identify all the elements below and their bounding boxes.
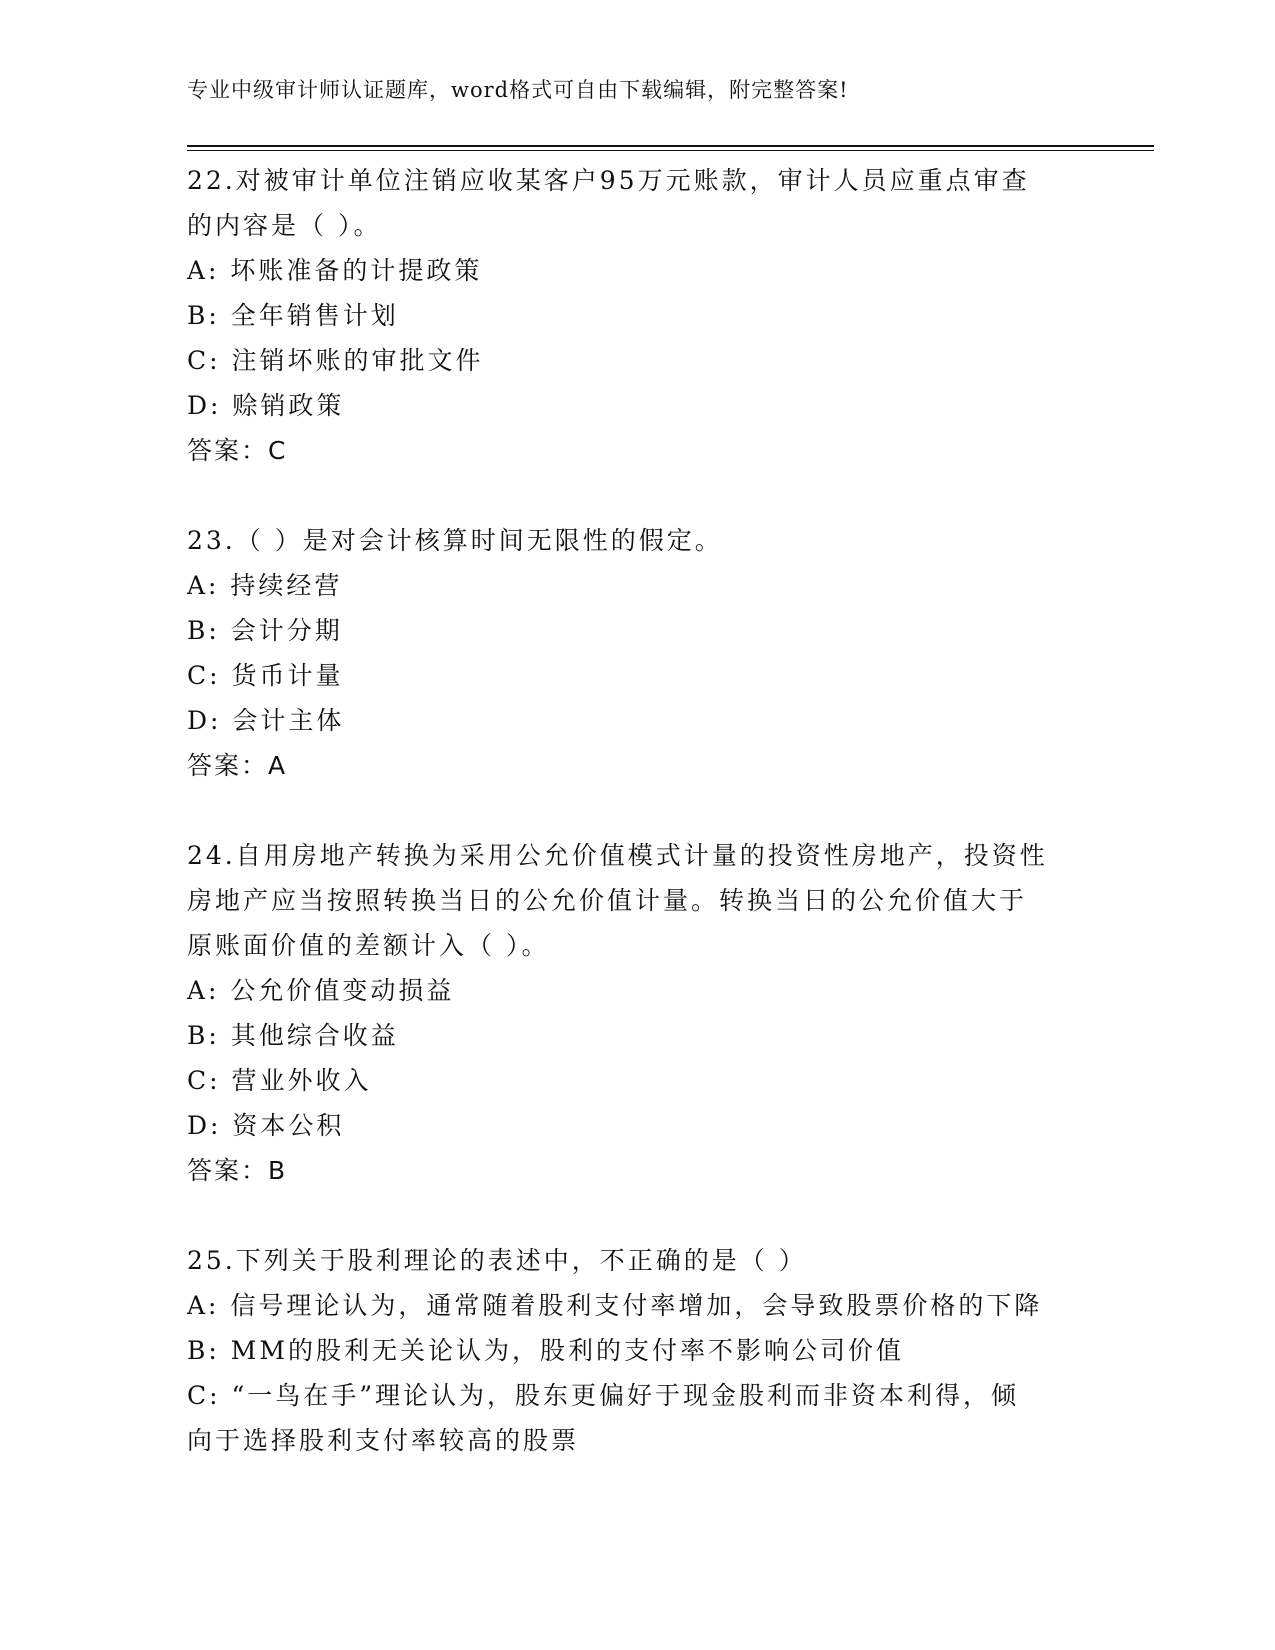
option-b: B: MM的股利无关论认为，股利的支付率不影响公司价值	[187, 1336, 904, 1365]
question-list	[187, 158, 1087, 1463]
question-stem-line: 23.（ ）是对会计核算时间无限性的假定。	[187, 526, 723, 555]
option-a: A: 信号理论认为，通常随着股利支付率增加，会导致股票价格的下降	[187, 1291, 1043, 1320]
option-b: B: 全年销售计划	[187, 301, 399, 330]
option-c: C: “一鸟在手”理论认为，股东更偏好于现金股利而非资本利得，倾	[187, 1381, 1020, 1410]
question-stem-line: 原账面价值的差额计入（ ）。	[187, 931, 550, 960]
option-a: A: 持续经营	[187, 571, 343, 600]
header-rule-thin	[187, 150, 1154, 151]
question-stem-line: 的内容是（ ）。	[187, 211, 382, 240]
answer-line: 答案：A	[187, 751, 288, 780]
header-rule-thick	[187, 145, 1154, 147]
option-b: B: 其他综合收益	[187, 1021, 399, 1050]
question-22	[187, 158, 1087, 473]
question-25	[187, 1238, 1087, 1463]
question-stem-line: 房地产应当按照转换当日的公允价值计量。转换当日的公允价值大于	[187, 886, 1028, 915]
option-c: C: 营业外收入	[187, 1066, 372, 1095]
option-d: D: 赊销政策	[187, 391, 345, 420]
option-d: D: 资本公积	[187, 1111, 345, 1140]
option-a: A: 公允价值变动损益	[187, 976, 455, 1005]
answer-line: 答案：C	[187, 436, 288, 465]
option-c: C: 注销坏账的审批文件	[187, 346, 484, 375]
option-a: A: 坏账准备的计提政策	[187, 256, 483, 285]
option-b: B: 会计分期	[187, 616, 343, 645]
option-c-continued: 向于选择股利支付率较高的股票	[187, 1426, 580, 1455]
page-header: 专业中级审计师认证题库，word格式可自由下载编辑，附完整答案!	[187, 78, 849, 102]
answer-line: 答案：B	[187, 1156, 288, 1185]
option-d: D: 会计主体	[187, 706, 345, 735]
question-24	[187, 833, 1087, 1193]
question-23	[187, 518, 1087, 788]
question-stem-line: 25.下列关于股利理论的表述中，不正确的是（ ）	[187, 1246, 807, 1275]
question-stem-line: 24.自用房地产转换为采用公允价值模式计量的投资性房地产，投资性	[187, 841, 1048, 870]
option-c: C: 货币计量	[187, 661, 344, 690]
question-stem-line: 22.对被审计单位注销应收某客户95万元账款，审计人员应重点审查	[187, 166, 1030, 195]
